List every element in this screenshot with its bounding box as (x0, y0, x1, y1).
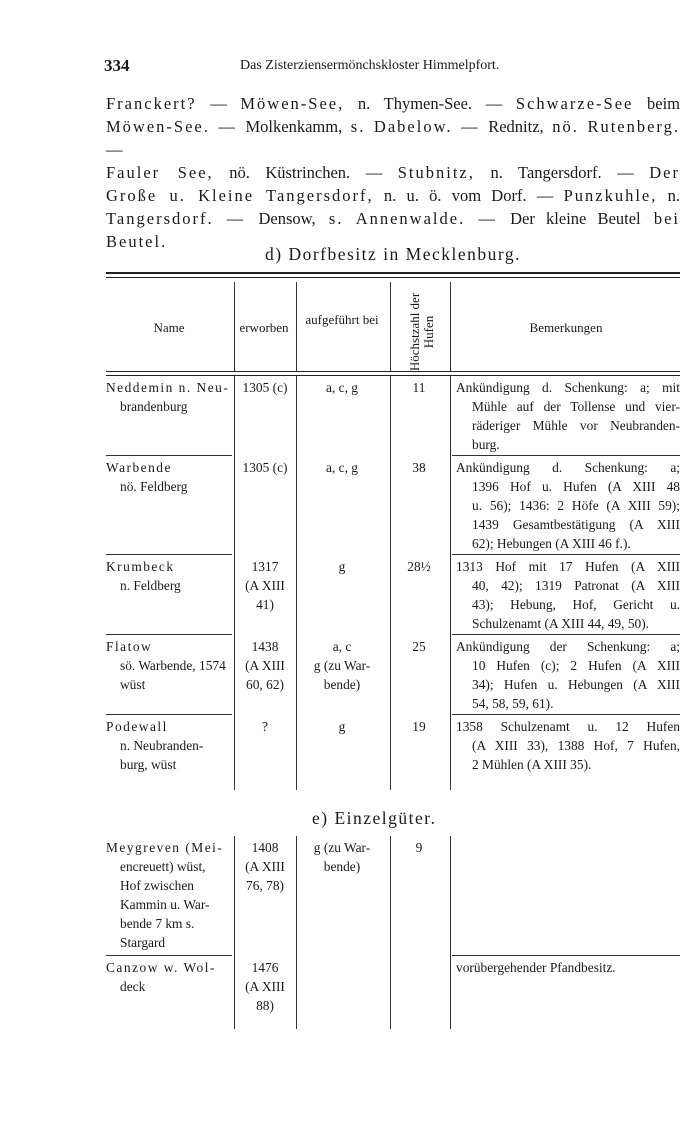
section-e-title: e) Einzelgüter. (312, 808, 437, 828)
cell-name-line: Canzow w. Wol- (106, 960, 216, 975)
intro-text: n. (657, 186, 680, 205)
cell-remarks-line: Mühle auf der Tollense und vier- (472, 399, 680, 414)
cell-remarks-line: burg. (472, 437, 500, 452)
cell-acquired-line: 1305 (c) (242, 380, 288, 395)
cell-acquired-line: 1438 (251, 639, 279, 654)
row-rule (106, 554, 232, 555)
cell-hufen (392, 637, 446, 656)
column-divider (390, 376, 391, 790)
place-name: Punzkuhle, (563, 186, 658, 205)
table-header-rule (106, 371, 680, 372)
cell-acquired (236, 838, 294, 895)
column-divider (390, 836, 391, 1029)
place-name: Möwen-See. — (106, 117, 246, 136)
cell-remarks-line: 40, 42); 1319 Patronat (A XIII (472, 578, 680, 593)
col-header-acquired: erworben (239, 320, 289, 335)
cell-acquired-line: 88) (256, 998, 274, 1013)
cell-name-line: burg, wüst (120, 757, 177, 772)
cell-acquired (236, 458, 294, 477)
cell-hufen (392, 717, 446, 736)
column-divider (296, 376, 297, 790)
cell-remarks-line: 1358 Schulzenamt u. 12 Hufen (456, 719, 680, 734)
intro-line (106, 184, 680, 207)
cell-name (106, 958, 232, 996)
cell-remarks-line: Ankündigung der Schenkung: a; (456, 639, 680, 654)
row-rule (452, 455, 680, 456)
col-header-hufen: Höchstzahl der Hufen (407, 292, 436, 372)
cell-remarks (456, 958, 680, 977)
cell-name-line: Warbende (106, 460, 172, 475)
cell-listed-line: g (338, 719, 346, 734)
cell-listed-line: a, c (332, 639, 352, 654)
cell-acquired-line: 60, 62) (246, 677, 284, 692)
cell-name (106, 458, 232, 496)
cell-name-line: Neddemin n. Neu- (106, 380, 230, 395)
cell-listed (300, 378, 384, 397)
cell-acquired-line: 1305 (c) (242, 460, 288, 475)
cell-name-line: brandenburg (120, 399, 188, 414)
place-name: nö. Rutenberg. — (106, 117, 680, 159)
cell-listed-line: g (338, 559, 346, 574)
cell-name-line: Flatow (106, 639, 153, 654)
row-rule (452, 955, 680, 956)
cell-acquired-line: (A XIII (245, 979, 285, 994)
cell-remarks-line: 34); Hufen u. Hebungen (A XIII (472, 677, 680, 692)
cell-listed-line: bende) (323, 859, 361, 874)
cell-listed-line: a, c, g (326, 460, 358, 475)
row-rule (106, 714, 232, 715)
column-divider (450, 836, 451, 1029)
cell-acquired-line: 1476 (251, 960, 279, 975)
cell-remarks-line: 54, 58, 59, 61). (472, 696, 554, 711)
cell-name-line: encreuett) wüst, (120, 859, 206, 874)
cell-acquired (236, 958, 294, 1015)
cell-remarks-line: Schulzenamt (A XIII 44, 49, 50). (472, 616, 650, 631)
table-top-rule-thin (106, 277, 680, 278)
place-name: Franckert? (106, 94, 197, 113)
cell-hufen-line: 28½ (407, 559, 431, 574)
cell-name-line: Podewall (106, 719, 168, 734)
row-rule (106, 455, 232, 456)
column-divider (450, 376, 451, 790)
cell-name (106, 557, 232, 595)
cell-name-line: Krumbeck (106, 559, 175, 574)
cell-remarks (456, 458, 680, 553)
cell-hufen-line: 25 (412, 639, 426, 654)
cell-name-line: n. Feldberg (120, 578, 181, 593)
cell-acquired-line: (A XIII (245, 658, 285, 673)
cell-remarks (456, 557, 680, 633)
cell-listed (300, 458, 384, 477)
cell-acquired-line: 1408 (251, 840, 279, 855)
cell-acquired-line: (A XIII (245, 859, 285, 874)
cell-remarks-line: 10 Hufen (c); 2 Hufen (A XIII (472, 658, 680, 673)
place-name: Tangersdorf. — (106, 209, 259, 228)
cell-remarks-line: 1439 Gesamtbestätigung (A XIII (472, 517, 680, 532)
intro-text: Densow, (258, 209, 316, 228)
cell-name-line: nö. Feldberg (120, 479, 188, 494)
cell-remarks-line: 1396 Hof u. Hufen (A XIII 48 (472, 479, 680, 494)
row-rule (452, 714, 680, 715)
cell-remarks-line: Ankündigung d. Schenkung: a; mit (456, 380, 680, 395)
cell-name-line: deck (120, 979, 146, 994)
cell-remarks (456, 717, 680, 774)
col-header-remarks: Bemerkungen (529, 320, 603, 335)
running-title: Das Zisterziensermönchskloster Himmelpfort. (240, 58, 500, 73)
place-name: s. Annenwalde. — (315, 209, 511, 228)
cell-name-line: bende 7 km s. (120, 916, 195, 931)
cell-acquired-line: ? (262, 719, 268, 734)
intro-text: beim (633, 94, 680, 113)
intro-line (106, 92, 680, 115)
cell-remarks (456, 637, 680, 713)
cell-hufen (392, 458, 446, 477)
cell-hufen-line: 38 (412, 460, 426, 475)
cell-hufen (392, 378, 446, 397)
cell-hufen-line: 19 (412, 719, 426, 734)
cell-remarks-line: Ankündigung d. Schenkung: a; (456, 460, 680, 475)
place-name: s. Dabelow. — (342, 117, 489, 136)
intro-line (106, 207, 680, 230)
cell-remarks-line: 1313 Hof mit 17 Hufen (A XIII (456, 559, 680, 574)
row-rule (452, 554, 680, 555)
cell-acquired (236, 637, 294, 694)
cell-name-line: Kammin u. War- (120, 897, 210, 912)
cell-listed (300, 557, 384, 576)
cell-remarks-line: u. 56); 1436: 2 Höfe (A XIII 59); (472, 498, 680, 513)
column-divider (234, 282, 235, 372)
cell-name (106, 838, 232, 952)
cell-remarks-line: 43); Hebung, Hof, Gericht u. (472, 597, 680, 612)
column-divider (296, 836, 297, 1029)
column-divider (296, 282, 297, 372)
cell-name-line: Stargard (120, 935, 166, 950)
cell-acquired (236, 557, 294, 614)
page-number: 334 (104, 56, 130, 75)
intro-paragraph (106, 92, 680, 253)
cell-name-line: sö. Warbende, 1574 (120, 658, 226, 673)
cell-remarks-line: räderiger Mühle vor Neubranden- (472, 418, 680, 433)
place-name: Große u. Kleine Tangersdorf, (106, 186, 374, 205)
cell-name (106, 717, 232, 774)
intro-text: n. u. ö. vom Dorf. — (373, 186, 564, 205)
cell-listed (300, 717, 384, 736)
intro-text: n. Thymen-See. — (344, 94, 516, 113)
cell-name (106, 637, 232, 694)
cell-listed (300, 838, 384, 876)
place-name: Möwen-See, (240, 94, 345, 113)
cell-listed-line: g (zu War- (313, 658, 371, 673)
intro-text: n. Tangersdorf. — (474, 163, 650, 182)
intro-text: — (196, 94, 241, 113)
table-header-rule-2 (106, 375, 680, 376)
section-d-title: d) Dorfbesitz in Mecklenburg. (265, 244, 522, 264)
cell-remarks-line: (A XIII 33), 1388 Hof, 7 Hufen, (472, 738, 680, 753)
cell-name-line: wüst (120, 677, 146, 692)
intro-line (106, 115, 680, 161)
cell-hufen (392, 838, 446, 857)
place-name: Schwarze-See (515, 94, 634, 113)
cell-remarks-line: 2 Mühlen (A XIII 35). (472, 757, 592, 772)
cell-name-line: Meygreven (Mei- (106, 840, 224, 855)
column-divider (450, 282, 451, 372)
cell-acquired-line: 41) (256, 597, 274, 612)
cell-remarks-line: vorübergehender Pfandbesitz. (456, 960, 616, 975)
intro-text: nö. Küstrinchen. — (213, 163, 398, 182)
intro-line (106, 161, 680, 184)
cell-listed-line: bende) (323, 677, 361, 692)
cell-name (106, 378, 232, 416)
intro-text: Der kleine Beutel (510, 209, 641, 228)
place-name: Stubnitz, (397, 163, 475, 182)
cell-remarks (456, 378, 680, 454)
cell-listed-line: g (zu War- (313, 840, 371, 855)
cell-name-line: Hof zwischen (120, 878, 194, 893)
intro-text: Rednitz, (488, 117, 544, 136)
place-name: Der (649, 163, 680, 182)
col-header-name: Name (153, 320, 185, 335)
cell-acquired (236, 378, 294, 397)
column-divider (234, 376, 235, 790)
cell-listed (300, 637, 384, 694)
intro-text: Molkenkamm, (245, 117, 343, 136)
column-divider (390, 282, 391, 372)
place-name: bei (640, 209, 680, 228)
place-name: Beutel. (106, 232, 168, 251)
cell-name-line: n. Neubranden- (120, 738, 204, 753)
cell-hufen-line: 9 (415, 840, 423, 855)
cell-hufen (392, 557, 446, 576)
place-name: Fauler See, (106, 163, 214, 182)
column-divider (234, 836, 235, 1029)
cell-listed-line: a, c, g (326, 380, 358, 395)
cell-acquired-line: (A XIII (245, 578, 285, 593)
cell-acquired-line: 76, 78) (246, 878, 284, 893)
cell-hufen-line: 11 (412, 380, 426, 395)
cell-acquired (236, 717, 294, 736)
row-rule (452, 634, 680, 635)
table-top-rule (106, 272, 680, 274)
cell-acquired-line: 1317 (251, 559, 279, 574)
cell-remarks-line: 62); Hebungen (A XIII 46 f.). (472, 536, 631, 551)
col-header-listed: aufgeführt bei (305, 312, 379, 327)
row-rule (106, 634, 232, 635)
row-rule (106, 955, 232, 956)
